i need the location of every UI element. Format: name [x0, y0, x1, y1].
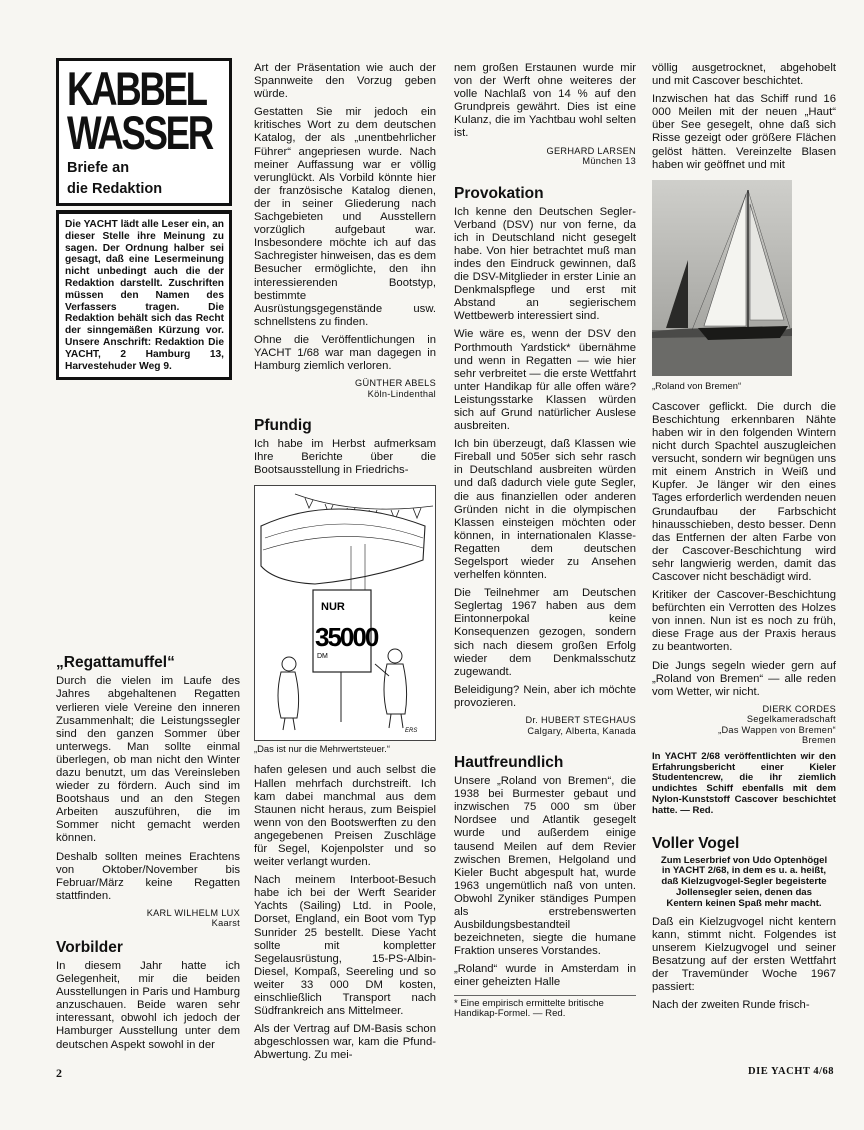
- provokation-p3: Ich bin überzeugt, daß Klassen wie Fireball und 505er sich sehr rasch in Deutschland ausbreiten würden und daß dadurch viele gute Segler, die aus finanziellen oder anderen Gründen nicht in die olympischen Klassen einsteigen möchten oder können, in internationalen Klasse-Regatten dem deutschen Segelsport wieder zu Ansehen verhelfen könnten.: [454, 438, 636, 582]
- page-number: 2: [56, 1066, 62, 1080]
- cartoon-sign-number: 35000: [315, 622, 378, 653]
- cartoon-caption: „Das ist nur die Mehrwertsteuer.“: [254, 743, 390, 755]
- heading-voller-vogel: Voller Vogel: [652, 834, 740, 852]
- signature-org: Segelkameradschaft: [746, 714, 836, 725]
- signature-steghaus: [454, 715, 636, 736]
- pfundig-p4: Als der Vertrag auf DM-Basis schon abgeschlossen war, kam die Pfund-Abwertung. Zu mei-: [254, 1023, 436, 1062]
- signature-place: Bremen: [802, 735, 836, 746]
- masthead-title-line1: KABBEL: [67, 62, 206, 115]
- sailboat-photo-drawing: [652, 180, 792, 376]
- provokation-p2: Wie wäre es, wenn der DSV den Porthmouth Yardstick* übernähme und wenn in Regatten — wie hier sehr verbreitet — die erste Wettfahrt unter Handikap für alle offen wäre? Leistungsstarke Klassen würden sich auf Grund natürlicher Auslese ausbreiten.: [454, 328, 636, 433]
- voller-vogel-p2: Nach der zweiten Runde frisch-: [652, 999, 810, 1012]
- intro-box-frame: [56, 210, 232, 380]
- hautfreundlich-p6: Kritiker der Cascover-Beschichtung befürchten ein Verrotten des Holzes von innen. Nun ist es noch zu früh, diese Frage aus der Praxis heraus zu beantworten.: [652, 589, 836, 654]
- spacer: [56, 380, 240, 650]
- regattamuffel-p2: Deshalb sollten meines Erachtens von Oktober/November bis Februar/März keine Regatten stattfinden.: [56, 850, 240, 902]
- provokation-p4: Die Teilnehmer am Deutschen Seglertag 1967 haben aus dem Eintonnerpokal keine Konsequenzen gezogen, sondern sich nach diesem großen Erfolg wieder dem Denkmalsschutz zugewandt.: [454, 587, 636, 678]
- footnote: * Eine empirisch ermittelte britische Handikap-Formel. — Red.: [454, 995, 636, 1021]
- voller-vogel-p1: Daß ein Kielzugvogel nicht kentern kann, stimmt nicht. Folgendes ist unserem Kielzugvogel und seiner Besatzung auf der ersten Wettfahrt der Travemünder Woche 1967 passiert:: [652, 915, 836, 994]
- regattamuffel-p1: Durch die vielen im Laufe des Jahres abgehaltenen Regatten verlieren viele Vereine den inneren Zusammenhalt; die Leistungssegler sind den ganzen Sommer über unterwegs. Man sollte einmal überlegen, ob man nicht den Winter dazu benutzt, um das Vereinsleben wieder zu fördern. Auch sind im Bootshaus und an den Stegen Arbeiten auszuführen, die im Sommer nicht gemacht werden können.: [56, 675, 240, 845]
- masthead-title-line2: WASSER: [67, 106, 212, 159]
- pfundig-p5: nem großen Erstaunen wurde mir von der Werft ohne weiteres der volle Nachlaß von 14 % auf den Grundpreis gewährt. Dies ist eine Kulanz, die im Yachtbau wohl selten ist.: [454, 62, 636, 140]
- signature-place: Köln-Lindenthal: [367, 388, 436, 399]
- cartoon-drawing: [255, 486, 435, 740]
- signature-name: DIERK CORDES: [762, 703, 836, 714]
- signature-cordes: [652, 704, 836, 746]
- hautfreundlich-p1: Unsere „Roland von Bremen“, die 1938 bei Burmester gebaut und inzwischen 75 000 sm über Nordsee und Atlantik gesegelt wurde und außerdem einige tausend Meilen auf dem Revier zwischen Bremen, Helgoland und Kieler Bucht abgespult hat, wurde 1963 ungemütlich naß von unten. Obwohl Zyniker ständiges Pumpen als erstrebenswerten Ausbildungsbestandteil bezeichneten, siegte die humane Fraktion unseres Vorstandes.: [454, 775, 636, 958]
- editor-note: In YACHT 2/68 veröffentlichten wir den Erfahrungsbericht einer Kieler Studentencrew, die ihr ziemlich undichtes Schiff ebenfalls mit dem Nylon-Kunststoff Cascover beschichtet hatte. — Red.: [652, 750, 836, 816]
- signature-name: GÜNTHER ABELS: [355, 378, 436, 389]
- signature-place: Kaarst: [211, 918, 240, 929]
- hautfreundlich-p4: Inzwischen hat das Schiff rund 16 000 Meilen mit der neuen „Haut“ über See gesegelt, ohne daß sich Risse gezeigt oder größere Flächen gelöst hätten. Vereinzelte Blasen haben wir geöffnet und mit: [652, 93, 836, 171]
- signature-larsen: [454, 146, 636, 167]
- signature-abels: [254, 378, 436, 399]
- signature-place: Calgary, Alberta, Kanada: [527, 725, 636, 736]
- heading-regattamuffel: „Regattamuffel“: [56, 654, 175, 672]
- provokation-p5: Beleidigung? Nein, aber ich möchte provozieren.: [454, 683, 636, 709]
- column-3: [454, 62, 636, 1020]
- signature-name: Dr. HUBERT STEGHAUS: [525, 715, 636, 726]
- provokation-p1: Ich kenne den Deutschen Segler-Verband (DSV) nur von ferne, da ich in Deutschland nicht gesegelt habe. Von hier betrachtet muß man indes den Eindruck gewinnen, daß die DSV-Mitglieder in erster Linie an Denkmalspflege und erst mit Abstand an segierischem Wettbewerb interessiert sind.: [454, 205, 636, 323]
- signature-lux: [56, 908, 240, 929]
- heading-hautfreundlich: Hautfreundlich: [454, 754, 564, 772]
- masthead-subtitle-line1: Briefe an: [67, 160, 130, 176]
- intro-text: Die YACHT lädt alle Leser ein, an dieser Stelle ihre Meinung zu sagen. Der Ordnung halber sei gesagt, daß eine Lesermeinung nicht unbedingt auch die der Redaktion darstellt. Zuschriften müssen den Namen des Verfassers tragen. Die Redaktion behält sich das Recht der sinngemäßen Kürzung vor. Unsere Anschrift: Redaktion Die YACHT, 2 Hamburg 13, Harvestehuder Weg 9.: [59, 214, 229, 377]
- cartoon-sign-top: NUR: [321, 601, 345, 614]
- svg-text:ERS: ERS: [405, 728, 418, 735]
- masthead: [56, 58, 232, 206]
- vorbilder-p3: Gestatten Sie mir jedoch ein kritisches Wort zu dem deutschen Katalog, der als „unentbehrlicher Führer“ angepriesen wurde. Nach meiner Auffassung war er völlig verunglückt. Als Vorbild könnte hier der französische Katalog dienen, der in seiner Gliederung nach Sachgebieten und Ausstellern vorzüglich aufgebaut war. Insbesondere möchte ich auf das Sachregister hinweisen, das es dem Besucher ermöglichte, den ihn interessierenden Bootstyp, bestimmte Ausrüstungsgegenstände usw. schnellstens zu finden.: [254, 106, 436, 328]
- column-4: [652, 62, 836, 1017]
- vorbilder-p4: Ohne die Veröffentlichungen in YACHT 1/68 war man dagegen in Hamburg ziemlich verloren.: [254, 333, 436, 373]
- hautfreundlich-p3: völlig ausgetrocknet, abgehobelt und mit Cascover beschichtet.: [652, 62, 836, 88]
- pfundig-p2: hafen gelesen und auch selbst die Hallen mehrfach durchstreift. Ich kam dabei manchmal aus dem Staunen nicht heraus, zum Beispiel wenn von den Bootswerften zu den angegebenen Preisen Zuschläge für Segel, Kojenpolster und so weiter verlangt wurden.: [254, 764, 436, 869]
- voller-vogel-note: Zum Leserbrief von Udo Optenhögel in YACHT 2/68, in dem es u. a. heißt, daß Kielzugvogel-Segler begeisterte Jollensegler seien, denen das Kentern keinen Spaß mehr macht.: [660, 854, 828, 909]
- vorbilder-p2: Art der Präsentation wie auch der Spannweite den Vorzug geben würde.: [254, 62, 436, 101]
- hautfreundlich-p7: Die Jungs segeln wieder gern auf „Roland von Bremen“ — alle reden vom Wetter, wir nicht.: [652, 659, 836, 698]
- heading-pfundig: Pfundig: [254, 417, 312, 435]
- masthead-subtitle-line2: die Redaktion: [67, 181, 163, 197]
- signature-org2: „Das Wappen von Bremen“: [718, 724, 836, 735]
- photo-caption: „Roland von Bremen“: [652, 379, 742, 391]
- pfundig-p1: Ich habe im Herbst aufmerksam Ihre Berichte über die Bootsausstellung in Friedrichs-: [254, 438, 436, 477]
- pfundig-p3: Nach meinem Interboot-Besuch habe ich bei der Werft Searider Yachts (Sailing) Ltd. in Poole, Dorset, England, ein Boot vom Typ Sunrider 25 bestellt. Diese Yacht sollte mit kompletter Segelausrüstung, 15-PS-Albin-Diesel, Kompaß, Seereling und so weiter 33 000 DM kosten, einschließlich Transport nach Südfrankreich ans Mittelmeer.: [254, 874, 436, 1018]
- hautfreundlich-p5: Cascover geflickt. Die durch die Beschichtung erkennbaren Nähte haben wir in den folgenden Wintern nicht durch Spachtel auszugleichen versucht, sondern wir begnügen uns mit einem Anstrich in Weiß und Kupfer. Je länger wir den eines Tages erforderlich werdenden neuen Grundaufbau der Farbschicht hinausschieben, desto besser. Denn das Entfernen der alten Farbe von der Cascover-Beschichtung wird sehr langwierig werden, damit das Cascover nicht beschädigt wird.: [652, 400, 836, 583]
- heading-provokation: Provokation: [454, 184, 544, 202]
- cartoon-sign-unit: DM: [317, 653, 328, 661]
- signature-name: KARL WILHELM LUX: [146, 907, 240, 918]
- vorbilder-p1: In diesem Jahr hatte ich Gelegenheit, mir die beiden Ausstellungen in Paris und Hamburg anzuschauen. Beide waren sehr interessant, obwohl ich jedoch der Hamburger Ausstellung unter dem deutschen Aspekt sowohl in der: [56, 959, 240, 1051]
- signature-name: GERHARD LARSEN: [546, 145, 636, 156]
- column-1: [56, 58, 240, 1057]
- heading-vorbilder: Vorbilder: [56, 938, 123, 956]
- cartoon-illustration: [254, 485, 436, 741]
- magazine-footer: DIE YACHT 4/68: [748, 1066, 834, 1077]
- signature-place: München 13: [582, 156, 636, 167]
- sailboat-photo: [652, 180, 792, 376]
- column-2: [254, 62, 436, 1068]
- hautfreundlich-p2: „Roland“ wurde in Amsterdam in einer geheizten Halle: [454, 963, 636, 989]
